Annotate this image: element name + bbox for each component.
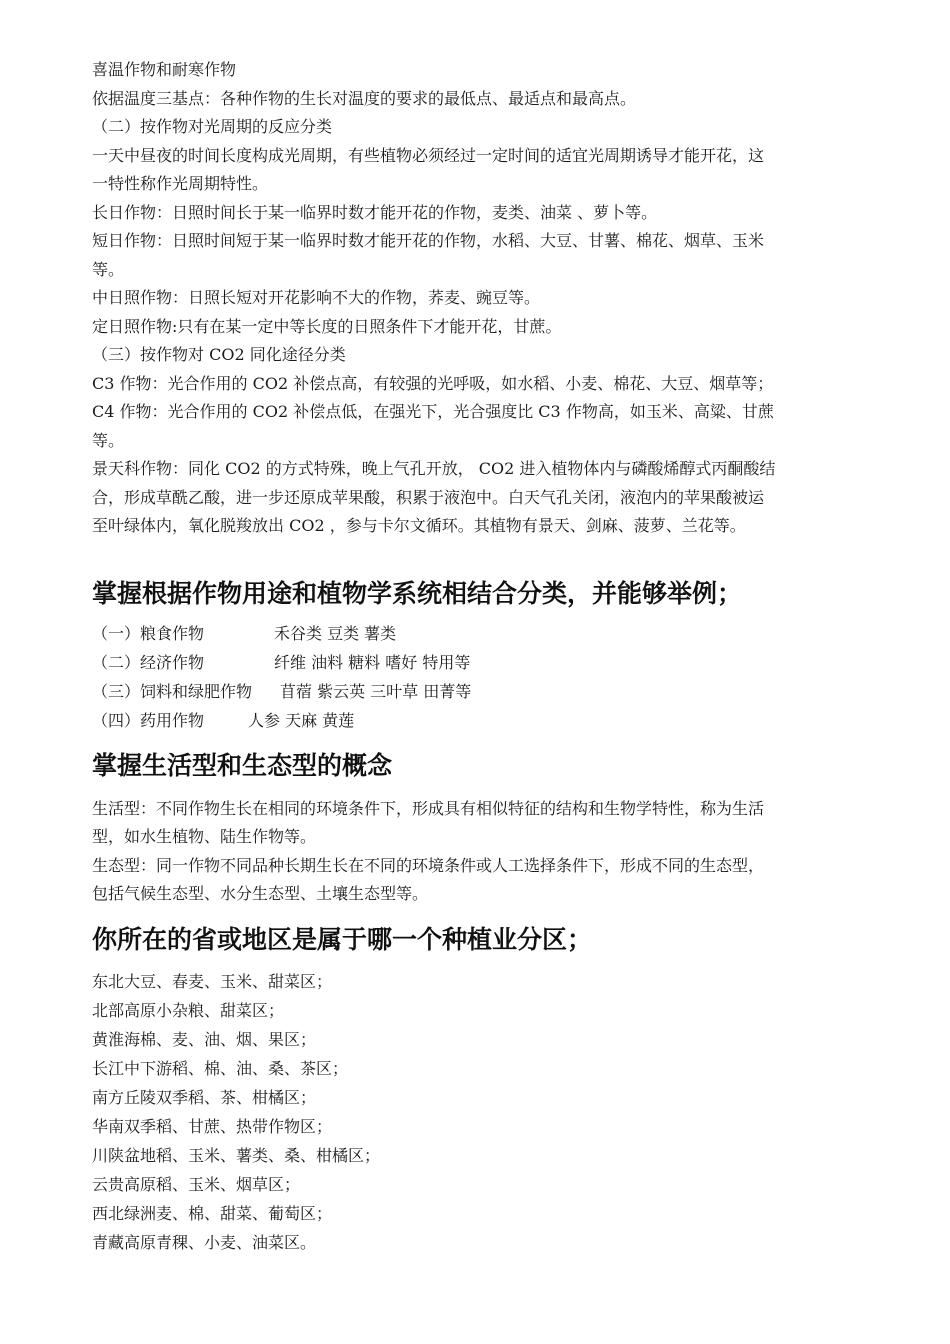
section-heading: 你所在的省或地区是属于哪一个种植业分区； [92, 924, 593, 954]
intro-block [92, 56, 872, 541]
text-line: 合，形成草酰乙酸，进一步还原成苹果酸，积累于液泡中。白天气孔关闭，液泡内的苹果酸被运 [92, 487, 765, 507]
text-line: 生活型：不同作物生长在相同的环境条件下，形成具有相似特征的结构和生物学特性，称为生活 [92, 798, 765, 818]
text-line: 一天中昼夜的时间长度构成光周期，有些植物必须经过一定时间的适宜光周期诱导才能开花，这 [92, 145, 765, 165]
text-line: 定日照作物:只有在某一定中等长度的日照条件下才能开花，甘蔗。 [92, 316, 562, 336]
zone-item: 华南双季稻、甘蔗、热带作物区； [92, 1116, 333, 1136]
section-life-form-ecotype [92, 749, 872, 909]
section-crop-classification [92, 577, 872, 735]
classification-items: 苜蓿 紫云英 三叶草 田菁等 [280, 681, 472, 701]
text-line: C3 作物：光合作用的 CO2 补偿点高，有较强的光呼吸，如水稻、小麦、棉花、大豆、烟草等； [92, 373, 774, 393]
text-line: 依据温度三基点：各种作物的生长对温度的要求的最低点、最适点和最高点。 [92, 88, 637, 108]
classification-items: 纤维 油料 糖料 嗜好 特用等 [274, 652, 471, 672]
text-line: 中日照作物：日照长短对开花影响不大的作物，荞麦、豌豆等。 [92, 288, 541, 307]
classification-label: （二）经济作物 [92, 652, 205, 672]
zone-item: 川陕盆地稻、玉米、薯类、桑、柑橘区； [92, 1145, 381, 1165]
subsection-title: （三）按作物对 CO2 同化途径分类 [92, 345, 346, 364]
zone-item: 黄淮海棉、麦、油、烟、果区； [92, 1029, 317, 1049]
text-line: C4 作物：光合作用的 CO2 补偿点低，在强光下，光合强度比 C3 作物高，如玉米、高粱、甘蔗 [92, 402, 774, 421]
classification-items: 禾谷类 豆类 薯类 [274, 623, 397, 643]
zone-item: 东北大豆、春麦、玉米、甜菜区； [92, 971, 333, 991]
document-page [92, 56, 872, 1257]
classification-row [92, 677, 872, 706]
zone-item: 云贵高原稻、玉米、烟草区； [92, 1174, 301, 1194]
zone-item: 北部高原小杂粮、甜菜区； [92, 1000, 285, 1020]
text-line: 包括气候生态型、水分生态型、土壤生态型等。 [92, 884, 429, 903]
subsection-title: （二）按作物对光周期的反应分类 [92, 117, 333, 136]
text-line: 长日作物：日照时间长于某一临界时数才能开花的作物，麦类、油菜 、萝卜等。 [92, 202, 658, 222]
text-line: 等。 [92, 259, 125, 279]
zone-item: 南方丘陵双季稻、茶、柑橘区； [92, 1087, 317, 1107]
text-line: 生态型：同一作物不同品种长期生长在不同的环境条件或人工选择条件下，形成不同的生态型， [92, 855, 765, 875]
classification-label: （三）饲料和绿肥作物 [92, 681, 253, 701]
zone-item: 长江中下游稻、棉、油、桑、茶区； [92, 1058, 349, 1078]
classification-label: （四）药用作物 [92, 710, 205, 730]
text-line: 喜温作物和耐寒作物 [92, 60, 237, 79]
zone-item: 青藏高原青稞、小麦、油菜区。 [92, 1232, 317, 1252]
zone-item: 西北绿洲麦、棉、甜菜、葡萄区； [92, 1203, 333, 1223]
text-line: 等。 [92, 430, 125, 450]
section-heading: 掌握根据作物用途和植物学系统相结合分类，并能够举例； [92, 578, 743, 608]
classification-items: 人参 天麻 黄莲 [248, 710, 355, 730]
text-line: 一特性称作光周期特性。 [92, 174, 269, 193]
text-line: 型，如水生植物、陆生作物等。 [92, 827, 317, 846]
classification-label: （一）粮食作物 [92, 623, 205, 643]
section-heading: 掌握生活型和生态型的概念 [92, 750, 393, 780]
classification-row [92, 619, 872, 648]
classification-row [92, 706, 872, 735]
section-planting-zones [92, 923, 872, 1257]
classification-row [92, 648, 872, 677]
text-line: 景天科作物：同化 CO2 的方式特殊，晚上气孔开放， CO2 进入植物体内与磷酸烯醇式丙酮酸结 [92, 459, 776, 478]
text-line: 至叶绿体内，氧化脱羧放出 CO2 ，参与卡尔文循环。其植物有景天、剑麻、菠萝、兰花等。 [92, 516, 746, 535]
text-line: 短日作物：日照时间短于某一临界时数才能开花的作物，水稻、大豆、甘薯、棉花、烟草、玉米 [92, 231, 765, 250]
